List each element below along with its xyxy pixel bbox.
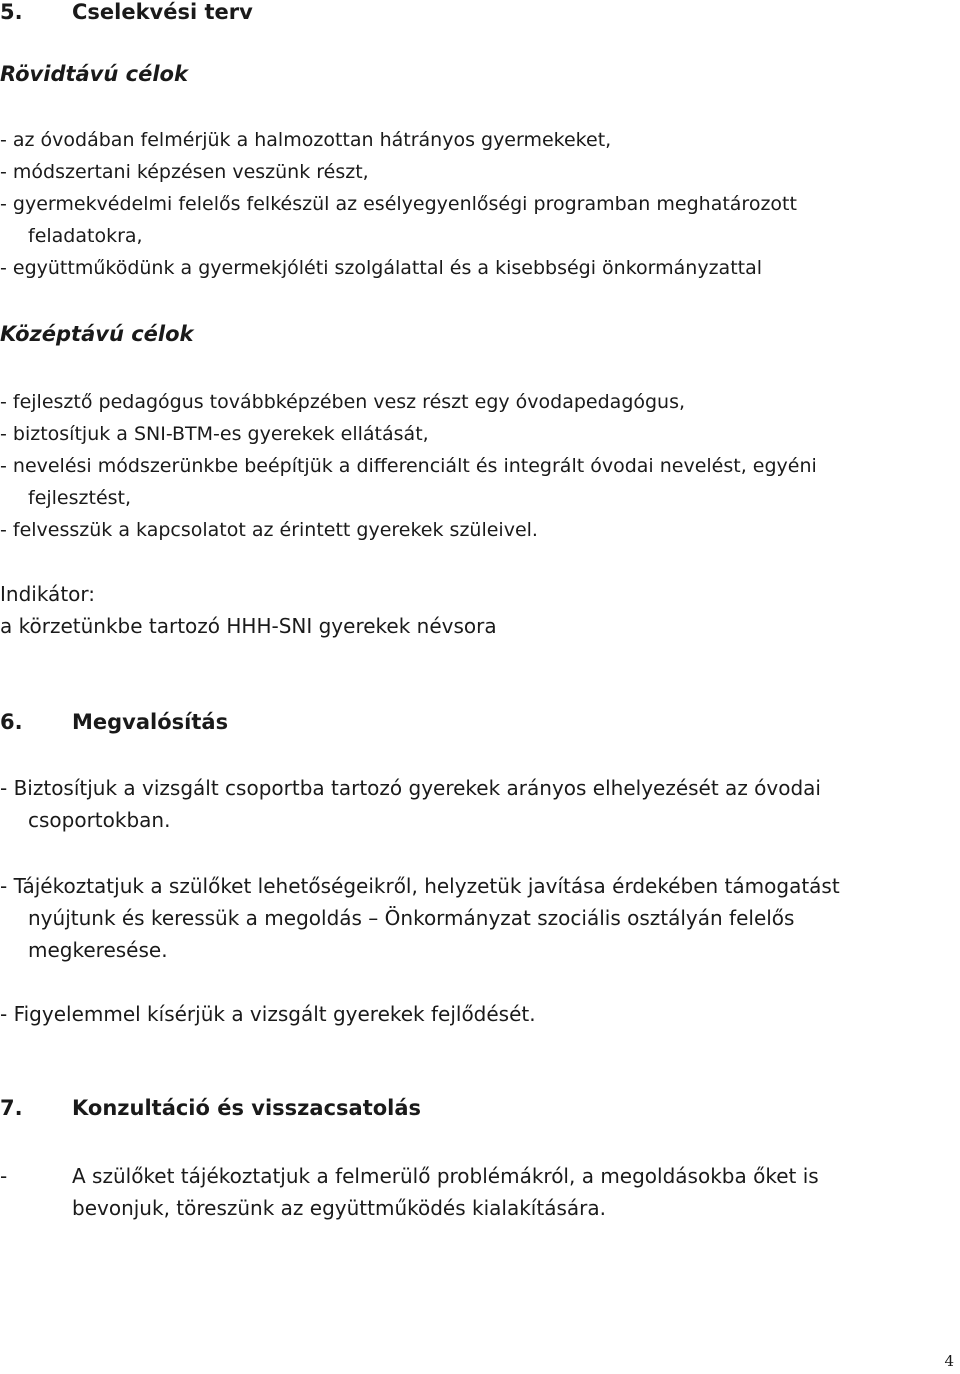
list-item-text: - módszertani képzésen veszünk részt, — [0, 161, 369, 183]
list-item — [0, 386, 955, 418]
list-item-text: - együttműködünk a gyermekjóléti szolgálattal és a kisebbségi önkormányzattal — [0, 257, 763, 279]
section-title: Cselekvési terv — [72, 0, 253, 24]
list-item-text: - Biztosítjuk a vizsgált csoportba tartozó gyerekek arányos elhelyezését az óvodai — [0, 776, 821, 800]
section-title: Megvalósítás — [72, 710, 229, 734]
mid-term-heading: Középtávú célok — [0, 322, 194, 346]
section-number: 7. — [0, 1096, 23, 1120]
list-item — [0, 188, 955, 252]
list-item-text-cont: feladatokra, — [28, 225, 143, 247]
list-item-text: - felvesszük a kapcsolatot az érintett gyerekek szüleivel. — [0, 519, 538, 541]
list-item — [0, 998, 955, 1030]
list-item-text: - nevelési módszerünkbe beépítjük a differenciált és integrált óvodai nevelést, egyéni — [0, 455, 817, 477]
list-item-text-cont: megkeresése. — [28, 938, 168, 962]
list-item-text: - fejlesztő pedagógus továbbképzében vesz részt egy óvodapedagógus, — [0, 391, 686, 413]
list-item-text-cont: nyújtunk és keressük a megoldás – Önkormányzat szociális osztályán felelős — [28, 906, 795, 930]
section-5-heading — [0, 0, 253, 24]
list-item — [0, 156, 955, 188]
list-item-text: A szülőket tájékoztatjuk a felmerülő problémákról, a megoldásokba őket is — [72, 1164, 819, 1188]
page-number: 4 — [944, 1352, 954, 1370]
list-item — [0, 418, 955, 450]
list-item — [0, 124, 955, 156]
indicator-label: Indikátor: — [0, 582, 95, 606]
list-item — [0, 870, 955, 966]
list-item-text-cont: fejlesztést, — [28, 487, 132, 509]
list-item-text: - Tájékoztatjuk a szülőket lehetőségeikről, helyzetük javítása érdekében támogatást — [0, 874, 840, 898]
list-item — [0, 1160, 960, 1224]
list-item — [0, 514, 955, 546]
list-item-text-cont: csoportokban. — [28, 808, 171, 832]
list-item-text: - gyermekvédelmi felelős felkészül az esélyegyenlőségi programban meghatározott — [0, 193, 797, 215]
list-item-text-cont: bevonjuk, töreszünk az együttműködés kialakítására. — [72, 1196, 606, 1220]
list-dash: - — [0, 1164, 8, 1188]
list-item-text: - az óvodában felmérjük a halmozottan hátrányos gyermekeket, — [0, 129, 612, 151]
section-number: 6. — [0, 710, 23, 734]
list-item — [0, 772, 955, 836]
list-item — [0, 450, 955, 514]
section-6-heading — [0, 710, 228, 734]
section-7-heading — [0, 1096, 421, 1120]
short-term-heading: Rövidtávú célok — [0, 62, 188, 86]
list-item-text: - Figyelemmel kísérjük a vizsgált gyerekek fejlődését. — [0, 1002, 536, 1026]
indicator-text: a körzetünkbe tartozó HHH-SNI gyerekek névsora — [0, 614, 497, 638]
section-number: 5. — [0, 0, 23, 24]
list-item — [0, 252, 955, 284]
list-item-text: - biztosítjuk a SNI-BTM-es gyerekek ellátását, — [0, 423, 429, 445]
section-title: Konzultáció és visszacsatolás — [72, 1096, 422, 1120]
